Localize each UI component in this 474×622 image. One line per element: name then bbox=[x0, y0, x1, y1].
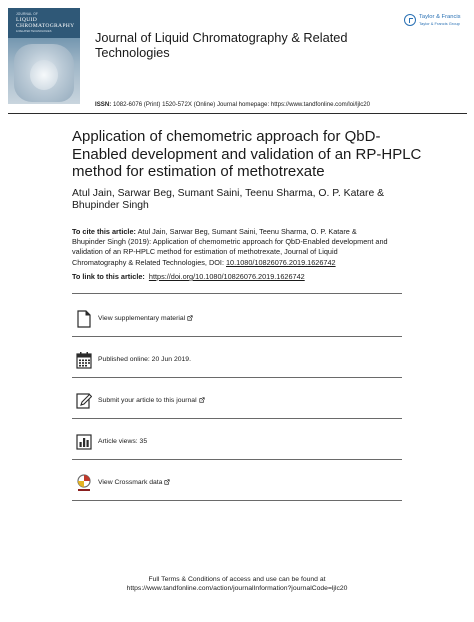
cover-title-line1: LIQUID bbox=[16, 17, 38, 23]
footer-terms-text: Full Terms & Conditions of access and use can be found at bbox=[148, 576, 326, 583]
external-link-icon bbox=[164, 479, 170, 485]
citation-text: Atul Jain, Sarwar Beg, Sumant Saini, Teenu Sharma, O. P. Katare & Bhupinder Singh (2019): Application of chemometric approach for QbD-Enabled development and validation of an RP-HPLC method for estimation of methotrexate, Journal of Liquid Chromatography & Related Technologies, DOI: bbox=[72, 227, 388, 267]
calendar-icon bbox=[76, 351, 92, 369]
article-doi-link[interactable]: https://doi.org/10.1080/10826076.2019.1626742 bbox=[148, 272, 305, 281]
action-published-label: Published online: 20 Jun 2019. bbox=[98, 356, 191, 363]
journal-header bbox=[0, 0, 474, 112]
citation-block bbox=[72, 227, 392, 268]
issn-text[interactable]: 1082-6076 (Print) 1520-572X (Online) Journal homepage: https://www.tandfonline.com/loi/ljlc20 bbox=[112, 101, 371, 108]
external-link-icon bbox=[199, 397, 205, 403]
cover-title-line2: CHROMATOGRAPHY bbox=[16, 23, 75, 29]
journal-cover-image[interactable] bbox=[8, 8, 80, 104]
cover-subtitle: & RELATED TECHNOLOGIES bbox=[16, 30, 52, 33]
crossmark-icon bbox=[76, 474, 92, 492]
action-supplementary[interactable] bbox=[72, 306, 402, 337]
cover-small-text: JOURNAL OF bbox=[16, 12, 39, 16]
footer-terms-link[interactable]: https://www.tandfonline.com/action/journalInformation?journalCode=ljlc20 bbox=[126, 585, 348, 592]
publisher-group: Taylor & Francis Group bbox=[419, 21, 460, 26]
issn-label: ISSN: bbox=[95, 101, 112, 108]
cover-title bbox=[16, 17, 75, 29]
external-link-icon bbox=[187, 315, 193, 321]
action-published bbox=[72, 347, 402, 378]
taylor-francis-logo-icon bbox=[404, 14, 416, 26]
link-label: To link to this article: bbox=[72, 272, 145, 281]
section-divider bbox=[72, 293, 402, 294]
article-authors: Atul Jain, Sarwar Beg, Sumant Saini, Teenu Sharma, O. P. Katare & Bhupinder Singh bbox=[72, 188, 385, 212]
header-divider bbox=[8, 113, 467, 114]
publisher-name: Taylor & Francis bbox=[419, 14, 461, 20]
action-submit[interactable] bbox=[72, 388, 402, 419]
article-actions bbox=[72, 306, 402, 511]
publisher-logo[interactable] bbox=[404, 14, 468, 34]
pen-icon bbox=[76, 392, 92, 410]
article-title: Application of chemometric approach for QbD-Enabled development and validation of an RP-HPLC method for estimation of methotrexate bbox=[72, 128, 422, 180]
terms-footer bbox=[0, 575, 474, 593]
action-views bbox=[72, 429, 402, 460]
action-views-label: Article views: 35 bbox=[98, 438, 148, 445]
document-icon bbox=[76, 310, 92, 328]
action-submit-label: Submit your article to this journal bbox=[98, 396, 205, 405]
action-supplementary-label: View supplementary material bbox=[98, 314, 193, 323]
citation-doi-link[interactable]: 10.1080/10826076.2019.1626742 bbox=[226, 257, 336, 267]
cover-artwork-highlight bbox=[30, 60, 58, 90]
action-crossmark[interactable] bbox=[72, 470, 402, 501]
journal-title[interactable]: Journal of Liquid Chromatography & Related Technologies bbox=[95, 30, 348, 60]
action-crossmark-label: View Crossmark data bbox=[98, 478, 170, 487]
issn-line bbox=[95, 101, 370, 108]
citation-label: To cite this article: bbox=[72, 227, 136, 236]
article-link-line bbox=[72, 272, 305, 282]
bar-chart-icon bbox=[76, 433, 92, 451]
